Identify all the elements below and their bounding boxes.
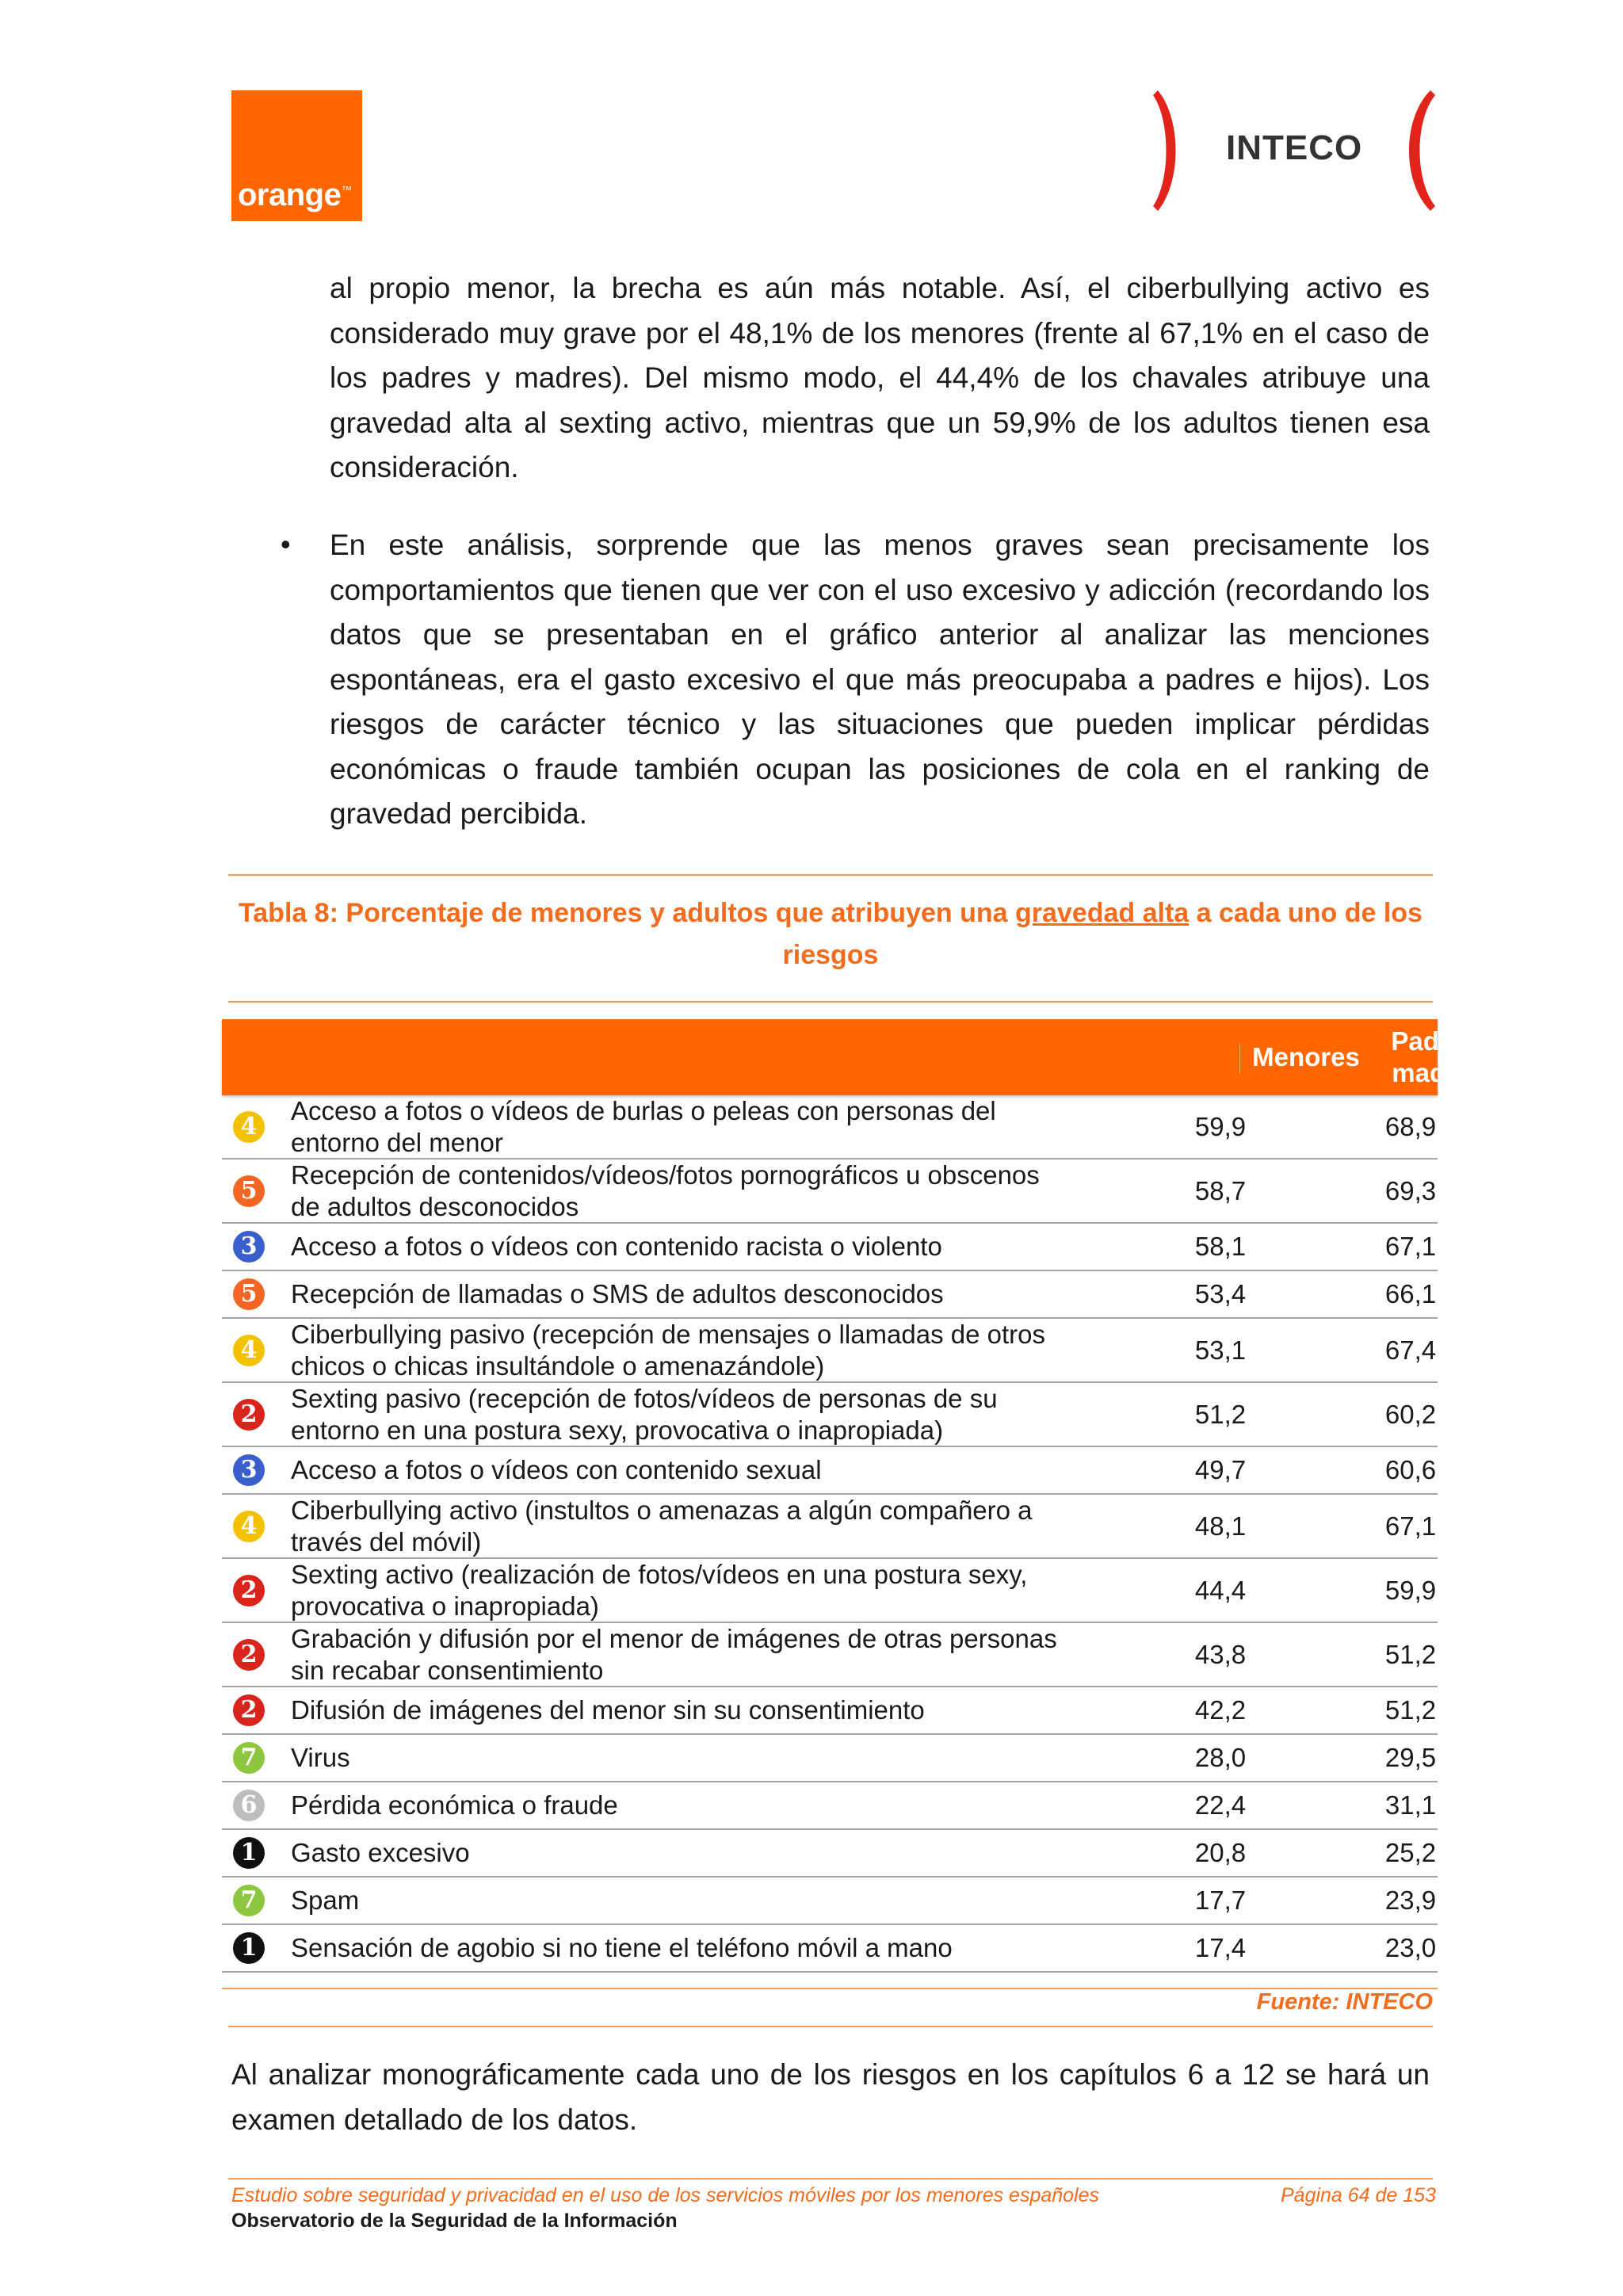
value-menores: 44,4 xyxy=(1194,1575,1247,1605)
table-row xyxy=(222,1271,1438,1319)
value-menores: 58,7 xyxy=(1194,1175,1247,1205)
risk-label: Gasto excesivo xyxy=(291,1838,470,1867)
value-menores: 43,8 xyxy=(1194,1639,1247,1669)
footer-rule xyxy=(228,2178,1433,2179)
risk-label: Spam xyxy=(291,1885,360,1915)
caption-top-rule xyxy=(228,874,1433,876)
risk-category-1-icon: 1 xyxy=(233,1932,265,1964)
table-row xyxy=(222,1319,1438,1383)
inteco-left-bracket-icon xyxy=(1153,87,1185,214)
value-padres: 68,9 xyxy=(1384,1111,1437,1141)
value-menores: 20,8 xyxy=(1194,1838,1247,1867)
risk-label: Recepción de llamadas o SMS de adultos desconocidos xyxy=(291,1279,944,1308)
value-padres: 51,2 xyxy=(1384,1695,1437,1725)
table-row xyxy=(222,1782,1438,1830)
risk-label: Virus xyxy=(291,1743,350,1772)
header-divider xyxy=(1239,1043,1240,1073)
risk-category-5-icon: 5 xyxy=(233,1278,265,1310)
risk-category-1-icon: 1 xyxy=(233,1837,265,1869)
value-padres: 66,1 xyxy=(1384,1279,1437,1308)
caption-emphasis: gravedad alta xyxy=(1015,898,1190,928)
orange-logo xyxy=(231,90,362,221)
value-padres: 23,9 xyxy=(1384,1885,1437,1915)
value-padres: 51,2 xyxy=(1384,1639,1437,1669)
risk-category-6-icon: 6 xyxy=(233,1790,265,1821)
table-caption: Tabla 8: Porcentaje de menores y adultos que atribuyen una gravedad alta a cada uno de los riesgos xyxy=(239,898,1423,970)
table-row xyxy=(222,1224,1438,1271)
value-menores: 51,2 xyxy=(1194,1399,1247,1429)
table-source: Fuente: INTECO xyxy=(1256,1989,1433,2015)
value-menores: 17,4 xyxy=(1194,1933,1247,1962)
risk-category-2-icon: 2 xyxy=(233,1639,265,1671)
value-padres: 23,0 xyxy=(1384,1933,1437,1962)
value-menores: 53,4 xyxy=(1194,1279,1247,1308)
paragraph-closing: Al analizar monográficamente cada uno de los riesgos en los capítulos 6 a 12 se hará un examen detallado de los datos. xyxy=(231,2058,1430,2136)
value-menores: 22,4 xyxy=(1194,1790,1247,1820)
footer-study-title: Estudio sobre seguridad y privacidad en el uso de los servicios móviles por los menores españoles xyxy=(231,2184,1100,2206)
value-menores: 53,1 xyxy=(1194,1335,1247,1365)
value-padres: 67,4 xyxy=(1384,1335,1437,1365)
table-row xyxy=(222,1687,1438,1735)
table-row xyxy=(222,1830,1438,1878)
risk-category-7-icon: 7 xyxy=(233,1742,265,1774)
bullet-marker: • xyxy=(281,528,291,560)
value-padres: 31,1 xyxy=(1384,1790,1437,1820)
footer-page-number: Página 64 de 153 xyxy=(1280,2184,1436,2206)
value-menores: 17,7 xyxy=(1194,1885,1247,1915)
inteco-right-bracket-icon xyxy=(1399,87,1435,214)
risk-category-4-icon: 4 xyxy=(233,1335,265,1366)
risk-label: Acceso a fotos o vídeos de burlas o peleas con personas del entorno del menor xyxy=(291,1095,996,1157)
table-header xyxy=(222,1019,1486,1095)
value-padres: 69,3 xyxy=(1384,1175,1437,1205)
risk-category-2-icon: 2 xyxy=(233,1694,265,1726)
table-row xyxy=(222,1159,1438,1224)
value-padres: 67,1 xyxy=(1384,1232,1437,1261)
value-padres: 25,2 xyxy=(1384,1838,1437,1867)
table-row xyxy=(222,1495,1438,1559)
table-row xyxy=(222,1925,1438,1973)
caption-bottom-rule xyxy=(228,1001,1433,1003)
risk-category-3-icon: 3 xyxy=(233,1454,265,1486)
risk-category-7-icon: 7 xyxy=(233,1885,265,1916)
value-padres: 67,1 xyxy=(1384,1511,1437,1541)
risk-category-2-icon: 2 xyxy=(233,1575,265,1606)
table-row xyxy=(222,1447,1438,1495)
value-menores: 48,1 xyxy=(1194,1511,1247,1541)
risk-category-5-icon: 5 xyxy=(233,1175,265,1207)
source-rule xyxy=(228,2026,1433,2027)
risk-category-2-icon: 2 xyxy=(233,1399,265,1431)
table-row xyxy=(222,1623,1438,1687)
risk-label: Acceso a fotos o vídeos con contenido racista o violento xyxy=(291,1232,942,1261)
value-menores: 59,9 xyxy=(1194,1111,1247,1141)
risk-label: Sexting activo (realización de fotos/vídeos en una postura sexy, provocativa o inapropiada) xyxy=(291,1559,1028,1621)
paragraph-intro: al propio menor, la brecha es aún más notable. Así, el ciberbullying activo es considerado muy grave por el 48,1% de los menores (frente al 67,1% en el caso de los padres y madres). Del mismo modo, el 44,4% de los chavales atribuye una gravedad alta al sexting activo, mientras que un 59,9% de los adultos tienen esa consideración. xyxy=(330,272,1430,483)
value-padres: 60,2 xyxy=(1384,1399,1437,1429)
table-body xyxy=(222,1095,1438,1973)
column-header-menores: Menores xyxy=(1252,1042,1360,1072)
table-row xyxy=(222,1735,1438,1782)
risk-label: Acceso a fotos o vídeos con contenido sexual xyxy=(291,1455,822,1484)
risk-label: Sensación de agobio si no tiene el teléfono móvil a mano xyxy=(291,1933,953,1962)
column-header-padres: Padres, madres xyxy=(1391,1026,1486,1087)
value-padres: 59,9 xyxy=(1384,1575,1437,1605)
risk-label: Sexting pasivo (recepción de fotos/vídeos de personas de su entorno en una postura sexy, provocativa o inapropiada) xyxy=(291,1383,998,1445)
risk-category-3-icon: 3 xyxy=(233,1231,265,1263)
risk-label: Pérdida económica o fraude xyxy=(291,1790,618,1820)
table-row xyxy=(222,1383,1438,1447)
value-menores: 42,2 xyxy=(1194,1695,1247,1725)
inteco-wordmark: INTECO xyxy=(1226,128,1363,167)
value-padres: 29,5 xyxy=(1384,1743,1437,1772)
value-menores: 49,7 xyxy=(1194,1455,1247,1484)
table-row xyxy=(222,1878,1438,1925)
value-menores: 28,0 xyxy=(1194,1743,1247,1772)
risk-label: Ciberbullying activo (instultos o amenazas a algún compañero a través del móvil) xyxy=(291,1495,1033,1557)
risk-label: Recepción de contenidos/vídeos/fotos pornográficos u obscenos de adultos desconocidos xyxy=(291,1159,1040,1221)
orange-logo-text: orange™ xyxy=(238,178,352,212)
table-row xyxy=(222,1095,1438,1159)
footer-observatory: Observatorio de la Seguridad de la Información xyxy=(231,2210,678,2232)
value-menores: 58,1 xyxy=(1194,1232,1247,1261)
risk-label: Difusión de imágenes del menor sin su consentimiento xyxy=(291,1695,925,1725)
table-row xyxy=(222,1559,1438,1623)
risk-label: Ciberbullying pasivo (recepción de mensajes o llamadas de otros chicos o chicas insultándole o amenazándole) xyxy=(291,1319,1046,1381)
risk-label: Grabación y difusión por el menor de imágenes de otras personas sin recabar consentimiento xyxy=(291,1623,1057,1685)
value-padres: 60,6 xyxy=(1384,1455,1437,1484)
inteco-logo xyxy=(1153,87,1437,214)
paragraph-bullet: En este análisis, sorprende que las menos graves sean precisamente los comportamientos que tienen que ver con el uso excesivo y adicción (recordando los datos que se presentaban en el gráfico anterior al analizar las menciones espontáneas, era el gasto excesivo el que más preocupaba a padres e hijos). Los riesgos de carácter técnico y las situaciones que pueden implicar pérdidas económicas o fraude también ocupan las posiciones de cola en el ranking de gravedad percibida. xyxy=(330,529,1430,830)
risk-category-4-icon: 4 xyxy=(233,1111,265,1143)
risk-category-4-icon: 4 xyxy=(233,1511,265,1542)
